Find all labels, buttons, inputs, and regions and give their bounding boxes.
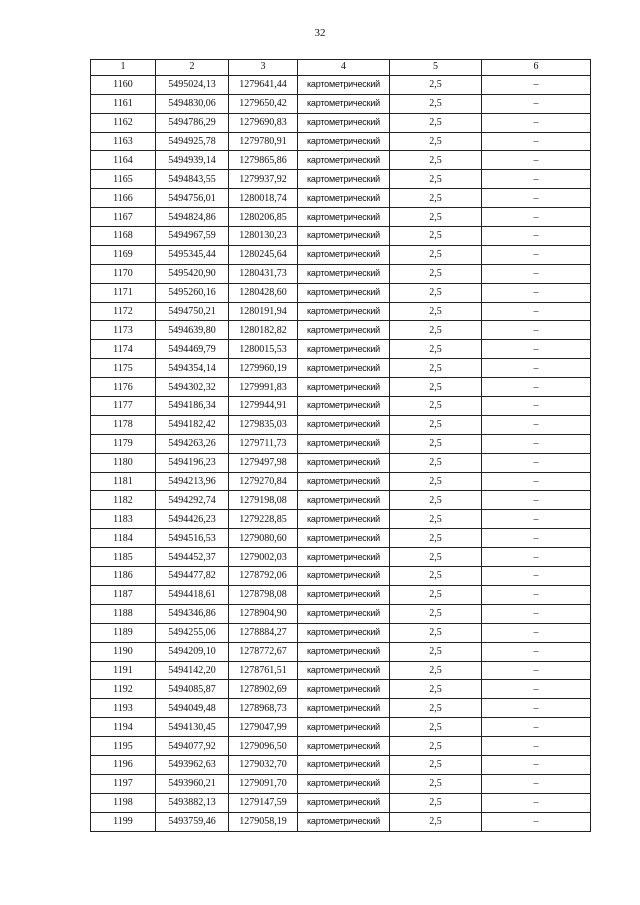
point-number-cell: 1165 — [91, 170, 156, 189]
note-cell: – — [482, 661, 591, 680]
x-coordinate-cell: 5493962,63 — [156, 755, 229, 774]
note-cell: – — [482, 283, 591, 302]
point-number-cell: 1168 — [91, 227, 156, 246]
y-coordinate-cell: 1280245,64 — [229, 245, 298, 264]
y-coordinate-cell: 1279080,60 — [229, 529, 298, 548]
x-coordinate-cell: 5495345,44 — [156, 245, 229, 264]
note-cell: – — [482, 812, 591, 831]
point-number-cell: 1179 — [91, 434, 156, 453]
accuracy-cell: 2,5 — [390, 604, 482, 623]
x-coordinate-cell: 5493759,46 — [156, 812, 229, 831]
x-coordinate-cell: 5494750,21 — [156, 302, 229, 321]
table-row — [91, 755, 591, 774]
table-row — [91, 302, 591, 321]
note-cell: – — [482, 548, 591, 567]
accuracy-cell: 2,5 — [390, 737, 482, 756]
method-cell: картометрический — [298, 585, 390, 604]
x-coordinate-cell: 5494925,78 — [156, 132, 229, 151]
y-coordinate-cell: 1278792,06 — [229, 567, 298, 586]
method-cell: картометрический — [298, 774, 390, 793]
x-coordinate-cell: 5493882,13 — [156, 793, 229, 812]
y-coordinate-cell: 1279690,83 — [229, 113, 298, 132]
y-coordinate-cell: 1279835,03 — [229, 415, 298, 434]
accuracy-cell: 2,5 — [390, 453, 482, 472]
header-cell: 2 — [156, 60, 229, 76]
x-coordinate-cell: 5494469,79 — [156, 340, 229, 359]
y-coordinate-cell: 1280018,74 — [229, 189, 298, 208]
x-coordinate-cell: 5494263,26 — [156, 434, 229, 453]
y-coordinate-cell: 1278884,27 — [229, 623, 298, 642]
accuracy-cell: 2,5 — [390, 812, 482, 831]
x-coordinate-cell: 5494209,10 — [156, 642, 229, 661]
method-cell: картометрический — [298, 680, 390, 699]
y-coordinate-cell: 1279270,84 — [229, 472, 298, 491]
method-cell: картометрический — [298, 491, 390, 510]
y-coordinate-cell: 1279960,19 — [229, 359, 298, 378]
accuracy-cell: 2,5 — [390, 774, 482, 793]
y-coordinate-cell: 1279096,50 — [229, 737, 298, 756]
point-number-cell: 1183 — [91, 510, 156, 529]
method-cell: картометрический — [298, 567, 390, 586]
y-coordinate-cell: 1280428,60 — [229, 283, 298, 302]
point-number-cell: 1187 — [91, 585, 156, 604]
table-row — [91, 623, 591, 642]
note-cell: – — [482, 189, 591, 208]
point-number-cell: 1188 — [91, 604, 156, 623]
note-cell: – — [482, 113, 591, 132]
point-number-cell: 1185 — [91, 548, 156, 567]
point-number-cell: 1171 — [91, 283, 156, 302]
point-number-cell: 1169 — [91, 245, 156, 264]
method-cell: картометрический — [298, 397, 390, 416]
method-cell: картометрический — [298, 812, 390, 831]
table-row — [91, 75, 591, 94]
x-coordinate-cell: 5493960,21 — [156, 774, 229, 793]
header-cell: 3 — [229, 60, 298, 76]
note-cell: – — [482, 75, 591, 94]
x-coordinate-cell: 5494477,82 — [156, 567, 229, 586]
y-coordinate-cell: 1279711,73 — [229, 434, 298, 453]
method-cell: картометрический — [298, 75, 390, 94]
table-header — [91, 60, 591, 76]
x-coordinate-cell: 5495420,90 — [156, 264, 229, 283]
x-coordinate-cell: 5494426,23 — [156, 510, 229, 529]
page-number: 32 — [314, 27, 326, 39]
x-coordinate-cell: 5494213,96 — [156, 472, 229, 491]
y-coordinate-cell: 1279865,86 — [229, 151, 298, 170]
method-cell: картометрический — [298, 453, 390, 472]
accuracy-cell: 2,5 — [390, 755, 482, 774]
y-coordinate-cell: 1280130,23 — [229, 227, 298, 246]
y-coordinate-cell: 1279047,99 — [229, 718, 298, 737]
method-cell: картометрический — [298, 699, 390, 718]
accuracy-cell: 2,5 — [390, 434, 482, 453]
table-row — [91, 151, 591, 170]
accuracy-cell: 2,5 — [390, 718, 482, 737]
method-cell: картометрический — [298, 264, 390, 283]
note-cell: – — [482, 623, 591, 642]
table-row — [91, 340, 591, 359]
table-row — [91, 434, 591, 453]
header-cell: 1 — [91, 60, 156, 76]
note-cell: – — [482, 397, 591, 416]
method-cell: картометрический — [298, 661, 390, 680]
accuracy-cell: 2,5 — [390, 302, 482, 321]
method-cell: картометрический — [298, 755, 390, 774]
point-number-cell: 1197 — [91, 774, 156, 793]
point-number-cell: 1186 — [91, 567, 156, 586]
x-coordinate-cell: 5494786,29 — [156, 113, 229, 132]
x-coordinate-cell: 5495024,13 — [156, 75, 229, 94]
accuracy-cell: 2,5 — [390, 189, 482, 208]
accuracy-cell: 2,5 — [390, 529, 482, 548]
point-number-cell: 1160 — [91, 75, 156, 94]
y-coordinate-cell: 1280015,53 — [229, 340, 298, 359]
method-cell: картометрический — [298, 642, 390, 661]
y-coordinate-cell: 1279650,42 — [229, 94, 298, 113]
method-cell: картометрический — [298, 132, 390, 151]
table-row — [91, 397, 591, 416]
table-row — [91, 321, 591, 340]
table-row — [91, 283, 591, 302]
note-cell: – — [482, 151, 591, 170]
note-cell: – — [482, 510, 591, 529]
table-row — [91, 642, 591, 661]
table-row — [91, 774, 591, 793]
point-number-cell: 1180 — [91, 453, 156, 472]
note-cell: – — [482, 718, 591, 737]
y-coordinate-cell: 1278968,73 — [229, 699, 298, 718]
header-row — [91, 60, 591, 76]
accuracy-cell: 2,5 — [390, 415, 482, 434]
point-number-cell: 1170 — [91, 264, 156, 283]
accuracy-cell: 2,5 — [390, 170, 482, 189]
x-coordinate-cell: 5494939,14 — [156, 151, 229, 170]
accuracy-cell: 2,5 — [390, 245, 482, 264]
table-row — [91, 585, 591, 604]
method-cell: картометрический — [298, 151, 390, 170]
point-number-cell: 1178 — [91, 415, 156, 434]
table-row — [91, 472, 591, 491]
method-cell: картометрический — [298, 737, 390, 756]
x-coordinate-cell: 5494452,37 — [156, 548, 229, 567]
y-coordinate-cell: 1279497,98 — [229, 453, 298, 472]
accuracy-cell: 2,5 — [390, 359, 482, 378]
table-row — [91, 510, 591, 529]
method-cell: картометрический — [298, 170, 390, 189]
y-coordinate-cell: 1279944,91 — [229, 397, 298, 416]
point-number-cell: 1162 — [91, 113, 156, 132]
table-row — [91, 94, 591, 113]
table-row — [91, 170, 591, 189]
point-number-cell: 1184 — [91, 529, 156, 548]
note-cell: – — [482, 208, 591, 227]
point-number-cell: 1164 — [91, 151, 156, 170]
note-cell: – — [482, 774, 591, 793]
y-coordinate-cell: 1279991,83 — [229, 378, 298, 397]
note-cell: – — [482, 434, 591, 453]
table-row — [91, 812, 591, 831]
note-cell: – — [482, 245, 591, 264]
y-coordinate-cell: 1279091,70 — [229, 774, 298, 793]
y-coordinate-cell: 1278772,67 — [229, 642, 298, 661]
note-cell: – — [482, 642, 591, 661]
point-number-cell: 1199 — [91, 812, 156, 831]
note-cell: – — [482, 585, 591, 604]
table-row — [91, 378, 591, 397]
y-coordinate-cell: 1279002,03 — [229, 548, 298, 567]
accuracy-cell: 2,5 — [390, 699, 482, 718]
accuracy-cell: 2,5 — [390, 151, 482, 170]
note-cell: – — [482, 604, 591, 623]
x-coordinate-cell: 5494516,53 — [156, 529, 229, 548]
method-cell: картометрический — [298, 302, 390, 321]
note-cell: – — [482, 453, 591, 472]
method-cell: картометрический — [298, 510, 390, 529]
y-coordinate-cell: 1279058,19 — [229, 812, 298, 831]
table-row — [91, 567, 591, 586]
x-coordinate-cell: 5494255,06 — [156, 623, 229, 642]
x-coordinate-cell: 5494196,23 — [156, 453, 229, 472]
method-cell: картометрический — [298, 529, 390, 548]
table-row — [91, 529, 591, 548]
x-coordinate-cell: 5494077,92 — [156, 737, 229, 756]
y-coordinate-cell: 1280206,85 — [229, 208, 298, 227]
accuracy-cell: 2,5 — [390, 567, 482, 586]
y-coordinate-cell: 1280431,73 — [229, 264, 298, 283]
table-row — [91, 359, 591, 378]
table-row — [91, 415, 591, 434]
note-cell: – — [482, 737, 591, 756]
x-coordinate-cell: 5494182,42 — [156, 415, 229, 434]
method-cell: картометрический — [298, 113, 390, 132]
accuracy-cell: 2,5 — [390, 321, 482, 340]
method-cell: картометрический — [298, 283, 390, 302]
point-number-cell: 1195 — [91, 737, 156, 756]
accuracy-cell: 2,5 — [390, 113, 482, 132]
accuracy-cell: 2,5 — [390, 585, 482, 604]
table-row — [91, 245, 591, 264]
note-cell: – — [482, 472, 591, 491]
y-coordinate-cell: 1278798,08 — [229, 585, 298, 604]
method-cell: картометрический — [298, 378, 390, 397]
point-number-cell: 1172 — [91, 302, 156, 321]
point-number-cell: 1173 — [91, 321, 156, 340]
accuracy-cell: 2,5 — [390, 227, 482, 246]
x-coordinate-cell: 5494354,14 — [156, 359, 229, 378]
method-cell: картометрический — [298, 718, 390, 737]
accuracy-cell: 2,5 — [390, 94, 482, 113]
point-number-cell: 1182 — [91, 491, 156, 510]
note-cell: – — [482, 699, 591, 718]
accuracy-cell: 2,5 — [390, 491, 482, 510]
method-cell: картометрический — [298, 245, 390, 264]
method-cell: картометрический — [298, 227, 390, 246]
x-coordinate-cell: 5494085,87 — [156, 680, 229, 699]
note-cell: – — [482, 793, 591, 812]
method-cell: картометрический — [298, 359, 390, 378]
table-row — [91, 227, 591, 246]
coordinates-table — [90, 59, 591, 832]
x-coordinate-cell: 5494756,01 — [156, 189, 229, 208]
x-coordinate-cell: 5494292,74 — [156, 491, 229, 510]
table-row — [91, 680, 591, 699]
point-number-cell: 1177 — [91, 397, 156, 416]
x-coordinate-cell: 5494967,59 — [156, 227, 229, 246]
note-cell: – — [482, 170, 591, 189]
point-number-cell: 1191 — [91, 661, 156, 680]
accuracy-cell: 2,5 — [390, 680, 482, 699]
y-coordinate-cell: 1279147,59 — [229, 793, 298, 812]
table-row — [91, 491, 591, 510]
table-row — [91, 604, 591, 623]
note-cell: – — [482, 340, 591, 359]
method-cell: картометрический — [298, 472, 390, 491]
note-cell: – — [482, 264, 591, 283]
method-cell: картометрический — [298, 321, 390, 340]
table-row — [91, 189, 591, 208]
y-coordinate-cell: 1279641,44 — [229, 75, 298, 94]
note-cell: – — [482, 321, 591, 340]
table-row — [91, 113, 591, 132]
y-coordinate-cell: 1279198,08 — [229, 491, 298, 510]
accuracy-cell: 2,5 — [390, 340, 482, 359]
header-cell: 4 — [298, 60, 390, 76]
table-row — [91, 737, 591, 756]
method-cell: картометрический — [298, 415, 390, 434]
note-cell: – — [482, 302, 591, 321]
note-cell: – — [482, 491, 591, 510]
table-row — [91, 264, 591, 283]
table-row — [91, 793, 591, 812]
point-number-cell: 1163 — [91, 132, 156, 151]
method-cell: картометрический — [298, 189, 390, 208]
point-number-cell: 1161 — [91, 94, 156, 113]
point-number-cell: 1167 — [91, 208, 156, 227]
method-cell: картометрический — [298, 94, 390, 113]
y-coordinate-cell: 1278902,69 — [229, 680, 298, 699]
accuracy-cell: 2,5 — [390, 548, 482, 567]
note-cell: – — [482, 415, 591, 434]
point-number-cell: 1194 — [91, 718, 156, 737]
method-cell: картометрический — [298, 604, 390, 623]
accuracy-cell: 2,5 — [390, 623, 482, 642]
table-row — [91, 718, 591, 737]
note-cell: – — [482, 755, 591, 774]
x-coordinate-cell: 5494130,45 — [156, 718, 229, 737]
x-coordinate-cell: 5494142,20 — [156, 661, 229, 680]
method-cell: картометрический — [298, 548, 390, 567]
accuracy-cell: 2,5 — [390, 642, 482, 661]
note-cell: – — [482, 359, 591, 378]
note-cell: – — [482, 680, 591, 699]
x-coordinate-cell: 5494049,48 — [156, 699, 229, 718]
accuracy-cell: 2,5 — [390, 132, 482, 151]
y-coordinate-cell: 1279780,91 — [229, 132, 298, 151]
point-number-cell: 1181 — [91, 472, 156, 491]
note-cell: – — [482, 94, 591, 113]
table-row — [91, 699, 591, 718]
accuracy-cell: 2,5 — [390, 264, 482, 283]
note-cell: – — [482, 227, 591, 246]
point-number-cell: 1196 — [91, 755, 156, 774]
table-row — [91, 453, 591, 472]
accuracy-cell: 2,5 — [390, 793, 482, 812]
method-cell: картометрический — [298, 208, 390, 227]
table-row — [91, 132, 591, 151]
accuracy-cell: 2,5 — [390, 472, 482, 491]
point-number-cell: 1176 — [91, 378, 156, 397]
point-number-cell: 1192 — [91, 680, 156, 699]
table-row — [91, 661, 591, 680]
accuracy-cell: 2,5 — [390, 397, 482, 416]
accuracy-cell: 2,5 — [390, 283, 482, 302]
table-row — [91, 548, 591, 567]
point-number-cell: 1174 — [91, 340, 156, 359]
x-coordinate-cell: 5494302,32 — [156, 378, 229, 397]
method-cell: картометрический — [298, 434, 390, 453]
x-coordinate-cell: 5494418,61 — [156, 585, 229, 604]
accuracy-cell: 2,5 — [390, 378, 482, 397]
point-number-cell: 1198 — [91, 793, 156, 812]
accuracy-cell: 2,5 — [390, 75, 482, 94]
accuracy-cell: 2,5 — [390, 661, 482, 680]
method-cell: картометрический — [298, 793, 390, 812]
point-number-cell: 1166 — [91, 189, 156, 208]
point-number-cell: 1175 — [91, 359, 156, 378]
x-coordinate-cell: 5494639,80 — [156, 321, 229, 340]
point-number-cell: 1193 — [91, 699, 156, 718]
point-number-cell: 1190 — [91, 642, 156, 661]
y-coordinate-cell: 1279937,92 — [229, 170, 298, 189]
note-cell: – — [482, 567, 591, 586]
note-cell: – — [482, 378, 591, 397]
y-coordinate-cell: 1278904,90 — [229, 604, 298, 623]
note-cell: – — [482, 529, 591, 548]
method-cell: картометрический — [298, 340, 390, 359]
point-number-cell: 1189 — [91, 623, 156, 642]
note-cell: – — [482, 132, 591, 151]
x-coordinate-cell: 5494346,86 — [156, 604, 229, 623]
table-body — [91, 75, 591, 831]
method-cell: картометрический — [298, 623, 390, 642]
accuracy-cell: 2,5 — [390, 208, 482, 227]
table-row — [91, 208, 591, 227]
accuracy-cell: 2,5 — [390, 510, 482, 529]
y-coordinate-cell: 1279228,85 — [229, 510, 298, 529]
x-coordinate-cell: 5494186,34 — [156, 397, 229, 416]
x-coordinate-cell: 5495260,16 — [156, 283, 229, 302]
header-cell: 5 — [390, 60, 482, 76]
y-coordinate-cell: 1280182,82 — [229, 321, 298, 340]
x-coordinate-cell: 5494843,55 — [156, 170, 229, 189]
y-coordinate-cell: 1280191,94 — [229, 302, 298, 321]
y-coordinate-cell: 1278761,51 — [229, 661, 298, 680]
y-coordinate-cell: 1279032,70 — [229, 755, 298, 774]
x-coordinate-cell: 5494824,86 — [156, 208, 229, 227]
header-cell: 6 — [482, 60, 591, 76]
x-coordinate-cell: 5494830,06 — [156, 94, 229, 113]
